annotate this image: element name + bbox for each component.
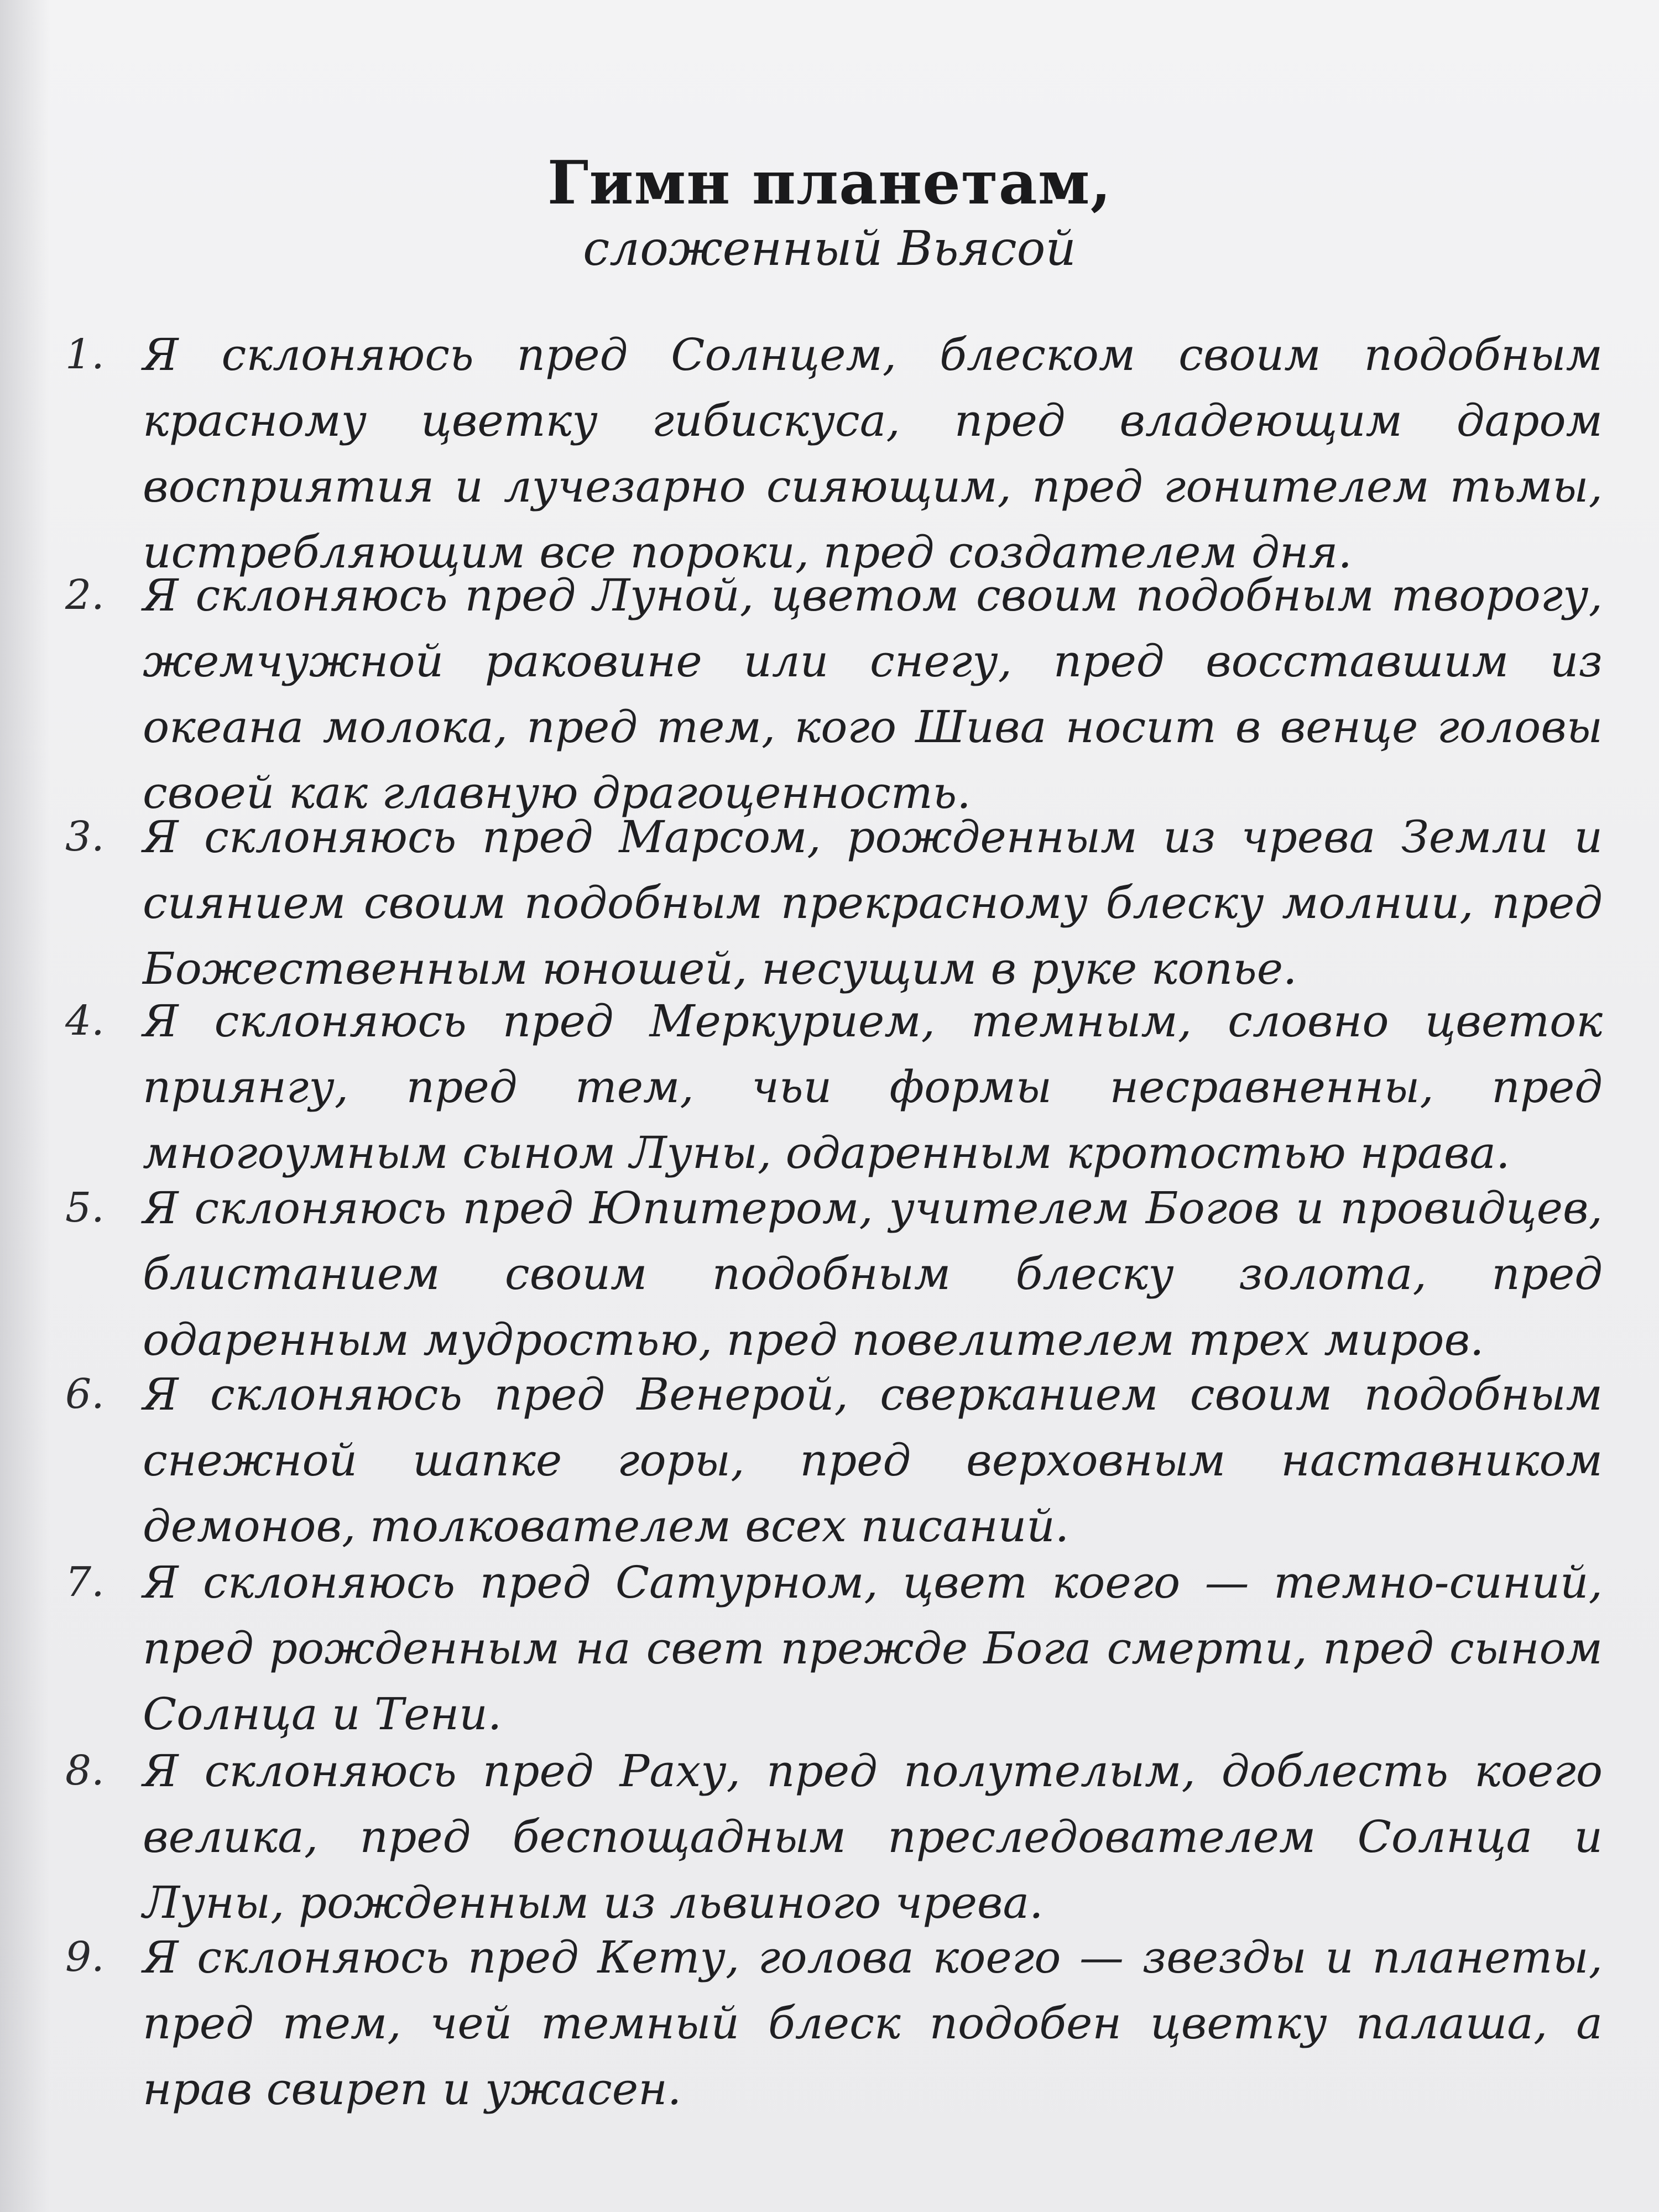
verse-number: 7.	[65, 1558, 105, 1606]
verse-number: 3.	[65, 813, 105, 860]
verse-text: Я склоняюсь пред Солнцем, блеском своим подобным красному цветку гибискуса, пред владеющим даром восприятия и лучезарно сияющим, пред гонителем тьмы, истребляющим все пороки, пред создателем дня.	[143, 329, 1603, 578]
verse-text: Я склоняюсь пред Юпитером, учителем Богов и провидцев, блистанием своим подобным блеску золота, пред одаренным мудростью, пред повелителем трех миров.	[143, 1182, 1603, 1365]
verse-text: Я склоняюсь пред Меркурием, темным, словно цветок приянгу, пред тем, чьи формы несравненны, пред многоумным сыном Луны, одаренным кротостью нрава.	[143, 995, 1603, 1178]
verse-number: 4.	[65, 997, 105, 1045]
verse-text: Я склоняюсь пред Венерой, сверканием своим подобным снежной шапке горы, пред верховным наставником демонов, толкователем всех писаний.	[143, 1369, 1603, 1552]
verse-number: 1.	[65, 331, 105, 378]
verse-text: Я склоняюсь пред Луной, цветом своим подобным творогу, жемчужной раковине или снегу, пред восставшим из океана молока, пред тем, кого Шива носит в венце головы своей как главную драгоценность.	[143, 570, 1603, 818]
verse-number: 9.	[65, 1933, 105, 1981]
verse-number: 8.	[65, 1747, 105, 1794]
verse-number: 6.	[65, 1370, 105, 1418]
verse-number: 5.	[65, 1184, 105, 1232]
verse-text: Я склоняюсь пред Сатурном, цвет коего — темно-синий, пред рожденным на свет прежде Бога смерти, пред сыном Солнца и Тени.	[143, 1557, 1603, 1740]
verse-text: Я склоняюсь пред Кету, голова коего — звезды и планеты, пред тем, чей темный блеск подобен цветку палаша, а нрав свиреп и ужасен.	[143, 1932, 1603, 2115]
verse-text: Я склоняюсь пред Раху, пред полутелым, доблесть коего велика, пред беспощадным преследователем Солнца и Луны, рожденным из львиного чрева.	[143, 1745, 1603, 1928]
verse-number: 2.	[65, 571, 105, 619]
hymn-title: Гимн планетам,	[547, 148, 1112, 218]
hymn-subtitle: сложенный Вьясой	[583, 221, 1076, 276]
verse-text: Я склоняюсь пред Марсом, рожденным из чрева Земли и сиянием своим подобным прекрасному блеску молнии, пред Божественным юношей, несущим в руке копье.	[143, 811, 1603, 994]
